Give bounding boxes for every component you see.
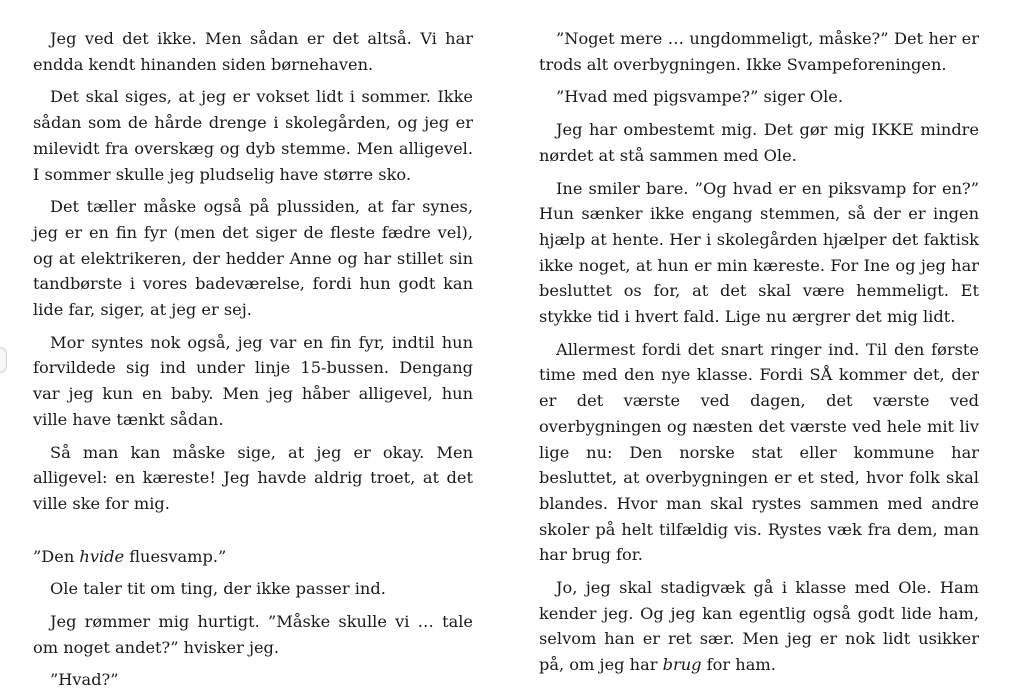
right-page — [539, 26, 979, 678]
paragraph: Så man kan måske sige, at jeg er okay. Men alligevel: en kæreste! Jeg havde aldrig troet, at det ville ske for mig. — [33, 442, 473, 513]
paragraph: Det tæller måske også på plussiden, at far synes, jeg er en fin fyr (men det siger de fleste fædre vel), og at elektrikeren, der hedder Anne og har stillet sin tandbørste i vores badeværelse, fordi hun godt kan lide far, siger, at jeg er sej. — [33, 197, 473, 320]
paragraph: Jeg har ombestemt mig. Det gør mig IKKE mindre nørdet at stå sammen med Ole. — [539, 120, 979, 165]
section-break — [33, 517, 473, 544]
paragraph: Jeg ved det ikke. Men sådan er det altså. Vi har endda kendt hinanden siden børnehaven. — [33, 29, 473, 74]
paragraph: ”Den hvide fluesvamp.” — [33, 546, 227, 566]
paragraph: Mor syntes nok også, jeg var en fin fyr, indtil hun forvildede sig ind under linje 15-bussen. Dengang var jeg kun en baby. Men jeg håber alligevel, hun ville have tænkt sådan. — [33, 332, 473, 429]
paragraph: ”Hvad?” — [50, 670, 119, 690]
paragraph: Jeg rømmer mig hurtigt. ”Måske skulle vi … tale om noget andet?” hvisker jeg. — [33, 612, 473, 657]
paragraph: Ole taler tit om ting, der ikke passer ind. — [50, 579, 386, 599]
paragraph: Allermest fordi det snart ringer ind. Til den første time med den nye klasse. Fordi SÅ kommer det, der er det værste ved dagen, det værste ved overbygningen og næsten det værste ved hele mit liv lige nu: Den norske stat eller kommune har besluttet, at overbygningen er et sted, hvor folk skal blandes. Hvor man skal rystes sammen med andre skoler på helt tilfældig vis. Rystes væk fra dem, man har brug for. — [539, 339, 979, 565]
left-page — [33, 26, 473, 693]
paragraph: ”Hvad med pigsvampe?” siger Ole. — [556, 87, 844, 107]
page-turn-handle[interactable] — [0, 347, 7, 373]
paragraph: Ine smiler bare. ”Og hvad er en piksvamp for en?” Hun sænker ikke engang stemmen, så der er ingen hjælp at hente. Her i skolegården hjælper det faktisk ikke noget, at hun er min kæreste. For Ine og jeg har besluttet os for, at det skal være hemmeligt. Et stykke tid i hvert fald. Lige nu ærgrer det mig lidt. — [539, 178, 979, 327]
paragraph: ”Noget mere … ungdommeligt, måske?” Det her er trods alt overbygningen. Ikke Svampeforeningen. — [539, 29, 979, 74]
paragraph: Jo, jeg skal stadigvæk gå i klasse med Ole. Ham kender jeg. Og jeg kan egentlig også godt lide ham, selvom han er ret sær. Men jeg er nok lidt usikker på, om jeg har brug for ham. — [539, 578, 979, 675]
paragraph: Det skal siges, at jeg er vokset lidt i sommer. Ikke sådan som de hårde drenge i skolegården, og jeg er milevidt fra overskæg og dyb stemme. Men alligevel. I sommer skulle jeg pludselig have større sko. — [33, 87, 473, 184]
